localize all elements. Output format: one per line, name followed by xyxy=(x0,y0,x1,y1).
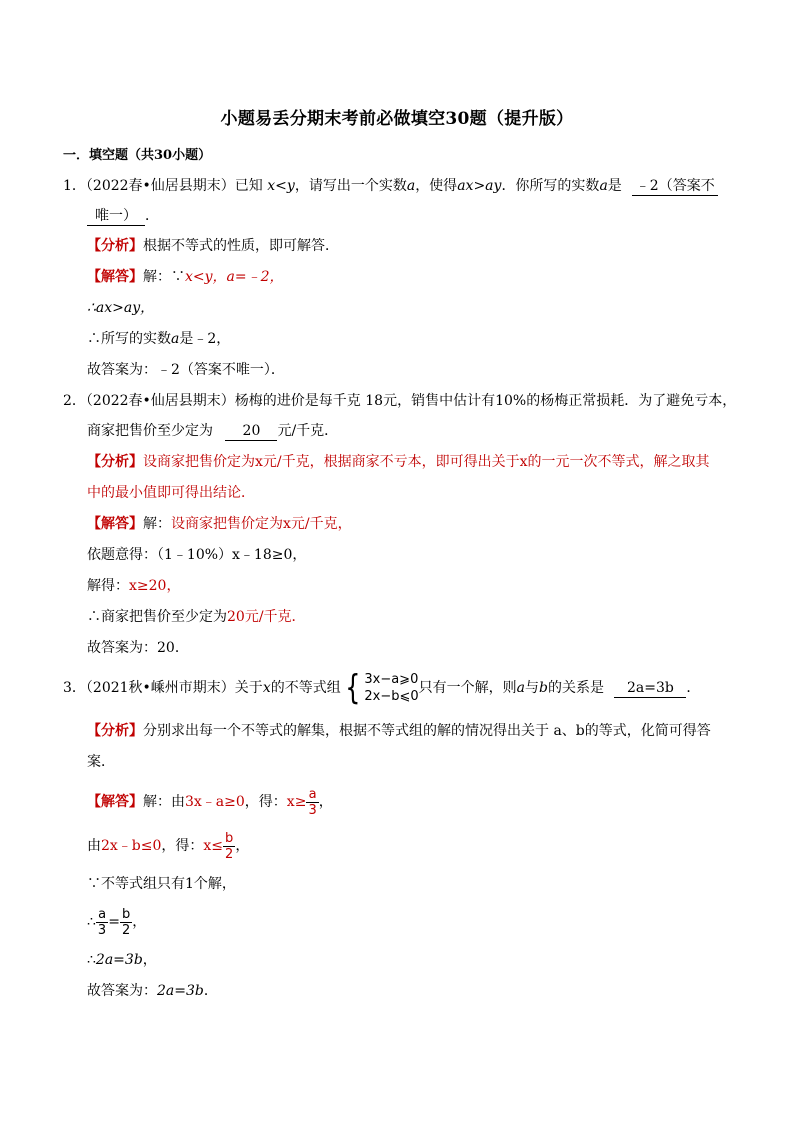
q2-answer: 20 xyxy=(225,422,277,441)
q2-line-1: 2．（2022春•仙居县期末）杨梅的进价是每千克 18元，销售中估计有10%的杨梅正常损耗．为了避免亏本， xyxy=(63,393,737,409)
fraction-a-over-3-eq: $\frac{a}{3}$ xyxy=(97,906,107,938)
q3-number: 3． xyxy=(63,680,86,696)
q3-solution-1: 【解答】解：由3x﹣a≥0，得：x≥ $\frac{a}{3}$ ， xyxy=(87,786,333,818)
q1-solution-2: ∴ax>ay， xyxy=(87,300,155,316)
q1-solution-3: ∴所写的实数a是﹣2， xyxy=(87,331,231,347)
q1-final-answer: 故答案为：﹣2（答案不唯一）． xyxy=(87,362,285,378)
q1-source: （2022春•仙居县期末）已知 xyxy=(85,178,263,194)
q3-solution-3: ∵不等式组只有1个解， xyxy=(87,876,236,892)
q3-inequality-system: 3x−a⩾0 2x−b⩽0 xyxy=(364,672,419,704)
q2-number: 2． xyxy=(63,393,86,409)
q3-answer: 2a=3b xyxy=(614,679,686,698)
q3-analysis-1: 【分析】分别求出每一个不等式的解集，根据不等式组的解的情况得出关于 a、b的等式，化简可得答 xyxy=(87,723,711,739)
q2-solution-1: 【解答】解：设商家把售价定为x元/千克， xyxy=(87,516,352,532)
q2-solution-4: ∴商家把售价至少定为20元/千克． xyxy=(87,609,306,625)
q3-system-brace: { xyxy=(344,668,361,708)
q3-line-1: 3．（2021秋•嵊州市期末）关于x的不等式组 { 3x−a⩾0 2x−b⩽0 只有一个解，则a与b的关系是 2a=3b ． xyxy=(63,668,701,708)
q3-solution-4: ∴ $\frac{a}{3}$ = $\frac{b}{2}$ ， xyxy=(87,906,147,938)
fraction-a-over-3: $\frac{a}{3}$ xyxy=(308,786,317,818)
q1-line-1: 1．（2022春•仙居县期末）已知 x<y，请写出一个实数a，使得ax>ay．你所写的实数a是 ﹣2（答案不 xyxy=(63,176,718,196)
q1-answer-part1: ﹣2（答案不 xyxy=(632,177,718,196)
q3-solution-2: 由2x﹣b≤0，得：x≤ $\frac{b}{2}$ ， xyxy=(87,830,250,862)
q1-analysis: 【分析】根据不等式的性质，即可解答． xyxy=(87,238,339,254)
q3-analysis-2: 案． xyxy=(87,754,115,770)
fraction-b-over-2-eq: $\frac{b}{2}$ xyxy=(121,906,131,938)
q1-line-2: 唯一） ． xyxy=(87,206,159,226)
q2-solution-2: 依题意得：（1﹣10%）x﹣18≥0， xyxy=(87,547,307,563)
section-heading: 一．填空题（共30小题） xyxy=(63,148,212,163)
fraction-b-over-2: $\frac{b}{2}$ xyxy=(225,830,234,862)
page-title: 小题易丢分期末考前必做填空30题（提升版） xyxy=(220,109,574,129)
q2-analysis-1: 【分析】设商家把售价定为x元/千克，根据商家不亏本，即可得出关于x的一元一次不等式，解之取其 xyxy=(87,454,710,470)
q2-analysis-2: 中的最小值即可得出结论． xyxy=(87,485,255,501)
q1-solution-1: 【解答】解：∵x<y，a=﹣2， xyxy=(87,269,284,285)
q1-number: 1． xyxy=(63,178,86,194)
q2-final-answer: 故答案为：20． xyxy=(87,640,189,656)
q2-solution-3: 解得：x≥20， xyxy=(87,578,181,594)
q2-line-2: 商家把售价至少定为 20 元/千克． xyxy=(87,423,339,439)
q3-solution-5: ∴2a=3b， xyxy=(87,952,157,968)
q1-answer-part2: 唯一） xyxy=(87,207,145,226)
q3-final-answer: 故答案为：2a=3b． xyxy=(87,983,218,999)
